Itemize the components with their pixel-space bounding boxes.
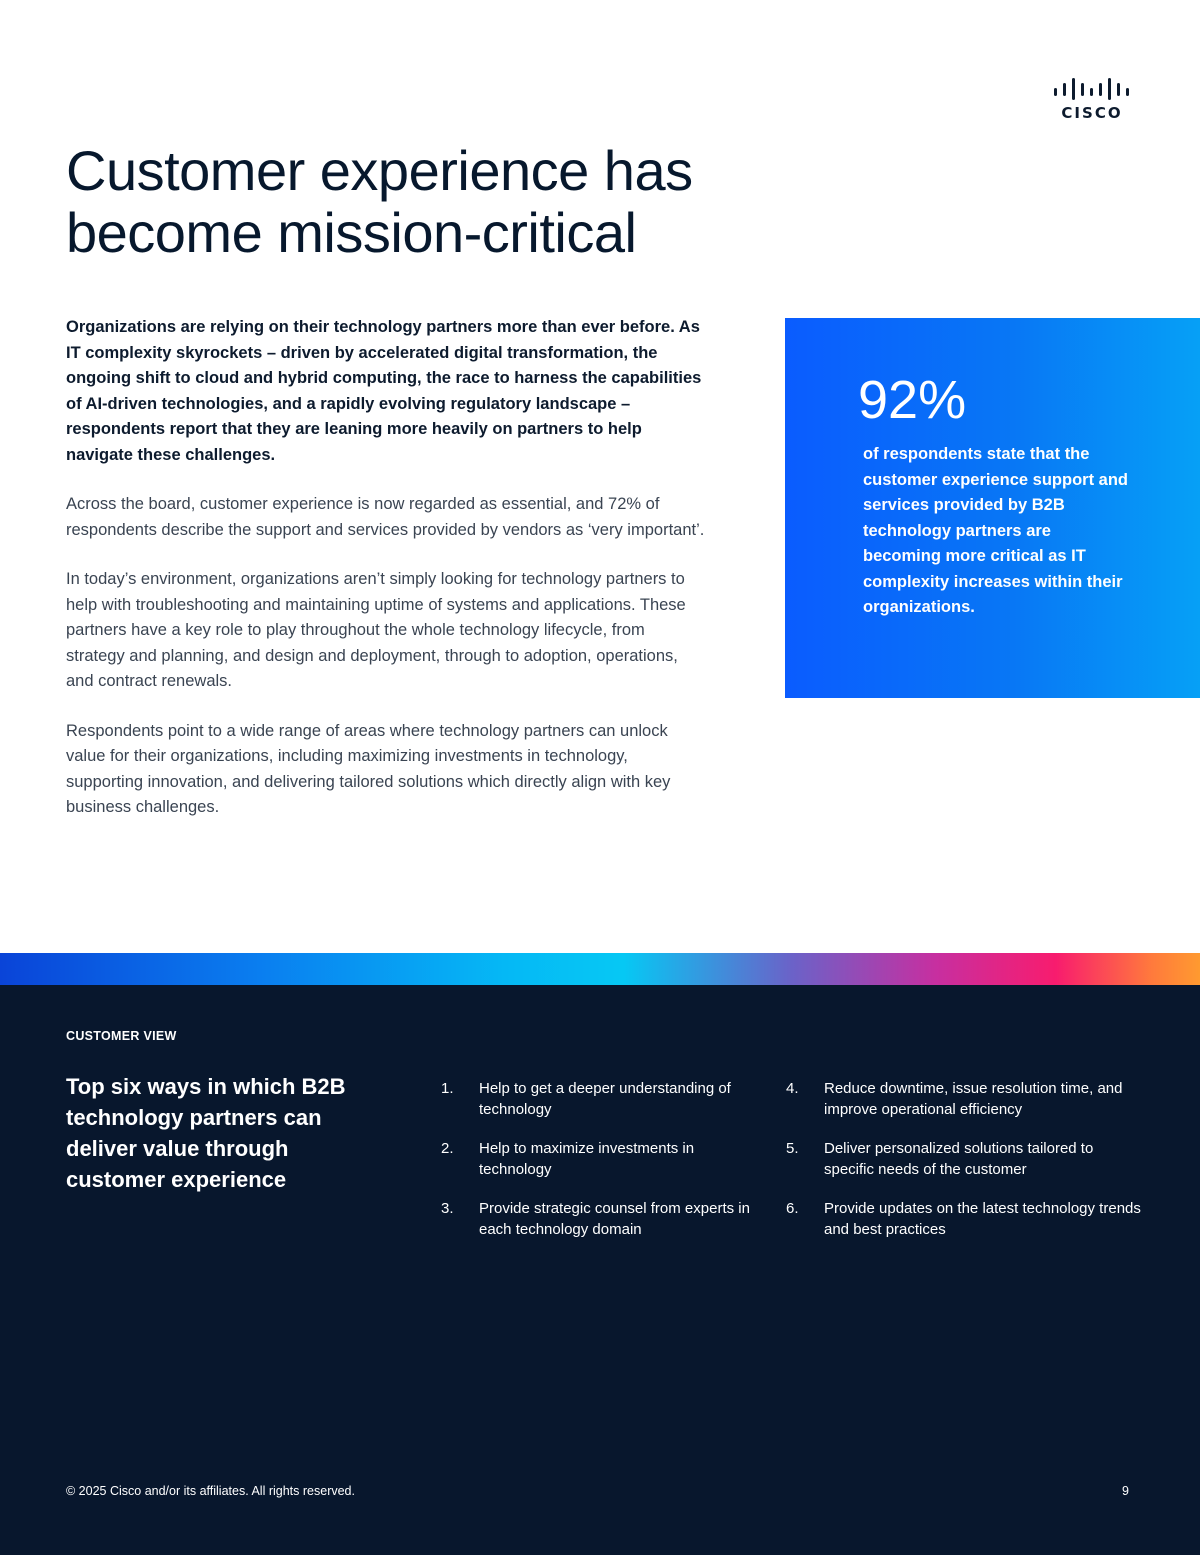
- cisco-bars-icon: [1052, 78, 1132, 100]
- list-item-text: Help to get a deeper understanding of technology: [479, 1080, 731, 1118]
- stat-value: 92%: [858, 370, 967, 430]
- list-item-number: 3.: [441, 1200, 454, 1217]
- page-title: [66, 140, 826, 264]
- page-title-line-2: become mission-critical: [66, 201, 637, 264]
- copyright-text: © 2025 Cisco and/or its affiliates. All rights reserved.: [66, 1484, 355, 1498]
- body-paragraph: Across the board, customer experience is now regarded as essential, and 72% of respondents describe the support and services provided by vendors as ‘very important’.: [66, 495, 705, 539]
- list-item: [786, 1138, 1146, 1198]
- list-item-number: 6.: [786, 1200, 799, 1217]
- logo-wordmark: CISCO: [1061, 104, 1123, 122]
- list-item: [786, 1198, 1146, 1258]
- body-paragraph: In today’s environment, organizations aren’t simply looking for technology partners to help with troubleshooting and maintaining uptime of systems and applications. These partners have a key role to play throughout the whole technology lifecycle, from strategy and planning, and design and deployment, through to adoption, operations, and contract renewals.: [66, 570, 686, 690]
- list-item-number: 4.: [786, 1080, 799, 1097]
- section-title: Top six ways in which B2B technology partners can deliver value through customer experience: [66, 1074, 346, 1192]
- ways-list-column-1: [441, 1078, 761, 1258]
- list-item: [441, 1078, 761, 1138]
- customer-view-section: [0, 985, 1200, 1555]
- stat-description: of respondents state that the customer experience support and services provided by B2B technology partners are becoming more critical as IT complexity increases within their organizations.: [863, 445, 1128, 616]
- body-paragraph: Respondents point to a wide range of areas where technology partners can unlock value for their organizations, including maximizing investments in technology, supporting innovation, and delivering tailored solutions which directly align with key business challenges.: [66, 721, 671, 816]
- list-item-text: Provide strategic counsel from experts in each technology domain: [479, 1200, 750, 1238]
- page-number: 9: [1122, 1484, 1129, 1498]
- stat-callout: [785, 318, 1200, 698]
- list-item-number: 5.: [786, 1140, 799, 1157]
- list-item-text: Help to maximize investments in technology: [479, 1140, 695, 1178]
- list-item-number: 1.: [441, 1080, 454, 1097]
- lead-paragraph: Organizations are relying on their technology partners more than ever before. As IT complexity skyrockets – driven by accelerated digital transformation, the ongoing shift to cloud and hybrid computing, the race to harness the capabilities of AI-driven technologies, and a rapidly evolving regulatory landscape – respondents report that they are leaning more heavily on partners to help navigate these challenges.: [66, 318, 702, 464]
- gradient-band: [0, 953, 1200, 985]
- list-item: [441, 1138, 761, 1198]
- list-item-text: Provide updates on the latest technology trends and best practices: [824, 1200, 1141, 1238]
- list-item-text: Deliver personalized solutions tailored to specific needs of the customer: [824, 1140, 1094, 1178]
- cisco-logo: [1052, 78, 1132, 122]
- page-title-line-1: Customer experience has: [66, 139, 693, 202]
- ways-list-column-2: [786, 1078, 1146, 1258]
- list-item: [786, 1078, 1146, 1138]
- list-item-number: 2.: [441, 1140, 454, 1157]
- body-text: [66, 315, 706, 845]
- list-item-text: Reduce downtime, issue resolution time, and improve operational efficiency: [824, 1080, 1123, 1118]
- section-eyebrow: CUSTOMER VIEW: [66, 1029, 177, 1043]
- list-item: [441, 1198, 761, 1258]
